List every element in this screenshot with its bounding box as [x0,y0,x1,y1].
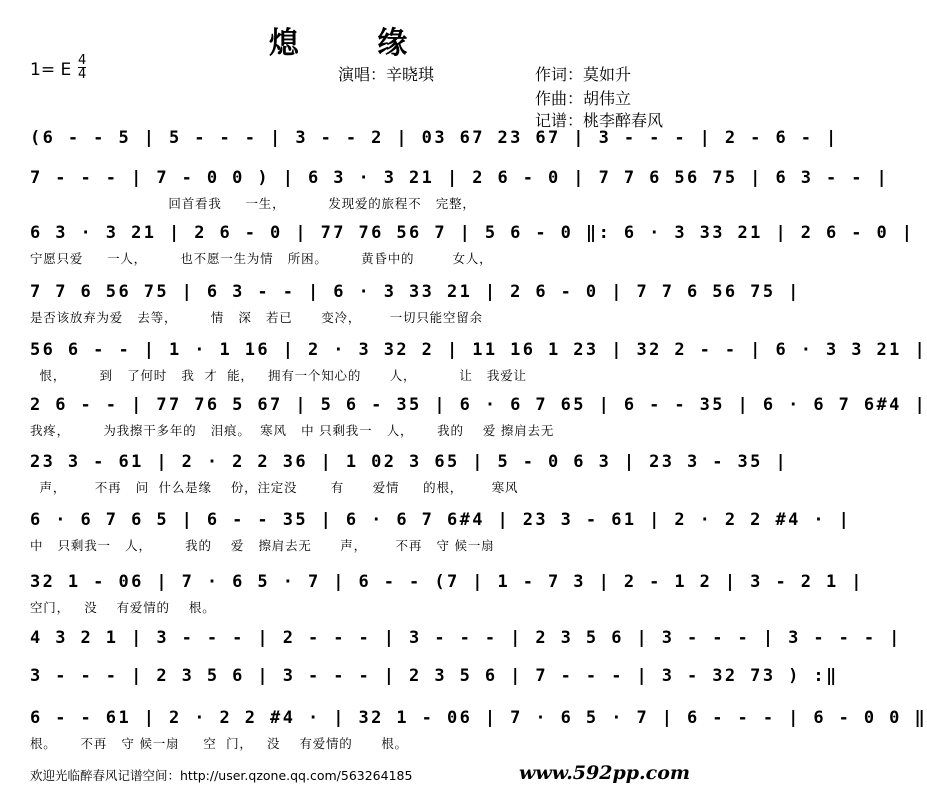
time-signature-top: 4 [78,53,87,68]
lyrics-row: 根。 不再 守 候一扇 空 门， 没 有爱情的 根。 [30,736,408,751]
notation-row: 6 3 · 3 21 | 2 6 - 0 | 77 76 56 7 | 5 6 - 0 ‖: 6 · 3 33 21 | 2 6 - 0 | [30,223,915,243]
notation-row: 2 6 - - | 77 76 5 67 | 5 6 - 35 | 6 · 6 7 65 | 6 - - 35 | 6 · 6 7 6#4 | [30,395,927,415]
notation-row: 56 6 - - | 1 · 1 16 | 2 · 3 32 2 | 11 16 1 23 | 32 2 - - | 6 · 3 3 21 | [30,340,927,360]
footer-link[interactable]: 欢迎光临醉春风记谱空间：http://user.qzone.qq.com/563264185 [30,768,413,783]
lyrics-row: 空门， 没 有爱情的 根。 [30,600,216,615]
notation-row: 3 - - - | 2 3 5 6 | 3 - - - | 2 3 5 6 | 7 - - - | 3 - 32 73 ) :‖ [30,666,839,686]
lyrics-row: 恨， 到 了何时 我 才 能， 拥有一个知心的 人， 让 我爱让 [30,368,527,383]
lyricist-credit: 作词：莫如升 [535,65,632,84]
lyrics-row: 我疼， 为我擦干多年的 泪痕。 寒风 中 只剩我一 人， 我的 爱 擦肩去无 [30,423,555,438]
notation-row: 6 - - 61 | 2 · 2 2 #4 · | 32 1 - 06 | 7 · 6 5 · 7 | 6 - - - | 6 - 0 0 ‖ [30,708,927,728]
notation-row: (6 - - 5 | 5 - - - | 3 - - 2 | 03 67 23 67 | 3 - - - | 2 - 6 - | [30,128,839,148]
notation-row: 6 · 6 7 6 5 | 6 - - 35 | 6 · 6 7 6#4 | 23 3 - 61 | 2 · 2 2 #4 · | [30,510,852,530]
key-signature: 1= E [30,60,72,80]
notation-row: 23 3 - 61 | 2 · 2 2 36 | 1 02 3 65 | 5 - 0 6 3 | 23 3 - 35 | [30,452,789,472]
composer-credit: 作曲：胡伟立 [535,89,632,108]
lyrics-row: 是否该放弃为爱 去等， 情 深 若已 变冷， 一切只能空留余 [30,310,483,325]
singer-credit: 演唱：辛晓琪 [338,65,435,84]
notation-row: 7 - - - | 7 - 0 0 ) | 6 3 · 3 21 | 2 6 - 0 | 7 7 6 56 75 | 6 3 - - | [30,168,890,188]
lyrics-row: 宁愿只爱 一人， 也不愿一生为情 所困。 黄昏中的 女人， [30,251,493,266]
time-signature-bottom: 4 [78,67,87,82]
notation-row: 4 3 2 1 | 3 - - - | 2 - - - | 3 - - - | 2 3 5 6 | 3 - - - | 3 - - - | [30,628,902,648]
notation-row: 7 7 6 56 75 | 6 3 - - | 6 · 3 33 21 | 2 6 - 0 | 7 7 6 56 75 | [30,282,801,302]
time-signature [78,54,86,81]
transcriber-credit: 记谱：桃李醉春风 [535,111,664,130]
notation-row: 32 1 - 06 | 7 · 6 5 · 7 | 6 - - (7 | 1 - 7 3 | 2 - 1 2 | 3 - 2 1 | [30,572,864,592]
site-watermark: www.592pp.com [519,762,690,784]
lyrics-row: 声， 不再 问 什么是缘 份，注定没 有 爱情 的根， 寒风 [30,480,519,495]
song-title: 熄 缘 [268,26,442,61]
lyrics-row: 回首看我 一生， 发现爱的旅程不 完整， [30,196,476,211]
lyrics-row: 中 只剩我一 人， 我的 爱 擦肩去无 声， 不再 守 候一扇 [30,538,495,553]
